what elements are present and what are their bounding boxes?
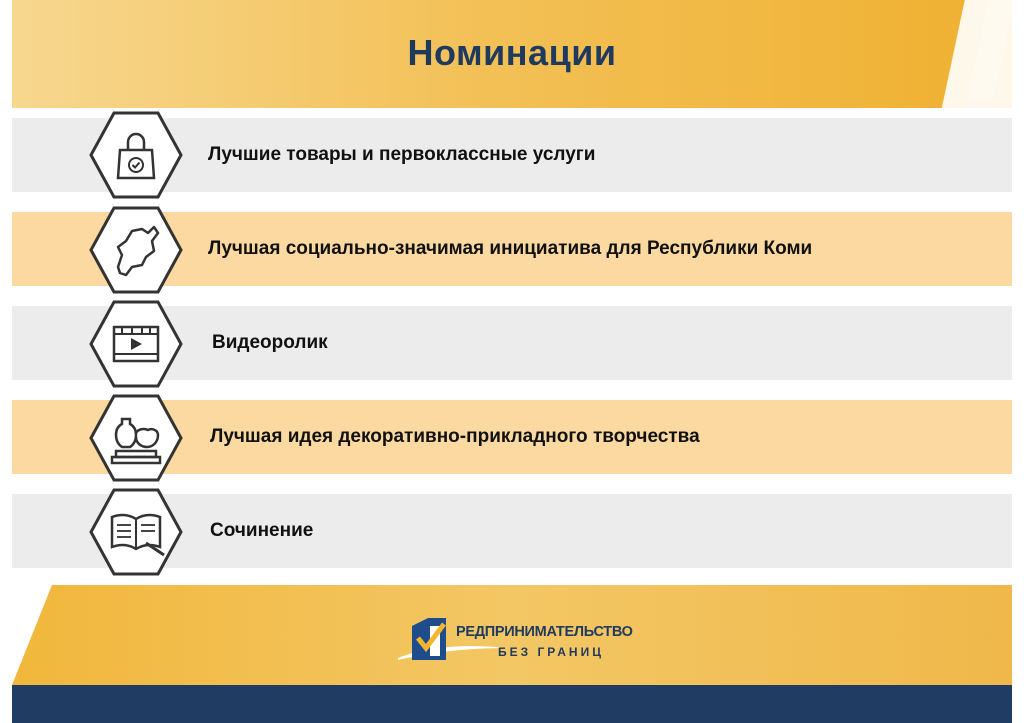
nomination-label: Лучшие товары и первоклассные услуги xyxy=(208,144,596,165)
brand-logo xyxy=(398,612,638,672)
pottery-icon xyxy=(88,393,184,483)
logo-text-line2: БЕЗ ГРАНИЦ xyxy=(498,645,604,659)
bottom-bar xyxy=(12,685,1012,723)
open-book-icon xyxy=(88,487,184,577)
nomination-label: Лучшая идея декоративно-прикладного творчества xyxy=(210,426,700,447)
logo-mark-icon xyxy=(408,616,450,662)
komi-map-icon xyxy=(88,205,184,295)
footer-corner-cut xyxy=(12,585,52,685)
video-icon xyxy=(88,299,184,389)
nomination-label: Сочинение xyxy=(210,520,314,541)
shopping-bag-icon xyxy=(88,110,184,200)
page-title: Номинации xyxy=(407,32,617,73)
logo-text-line1: РЕДПРИНИМАТЕЛЬСТВО xyxy=(456,624,633,640)
nomination-label: Видеоролик xyxy=(212,332,328,353)
nomination-label: Лучшая социально-значимая инициатива для Республики Коми xyxy=(208,238,813,259)
